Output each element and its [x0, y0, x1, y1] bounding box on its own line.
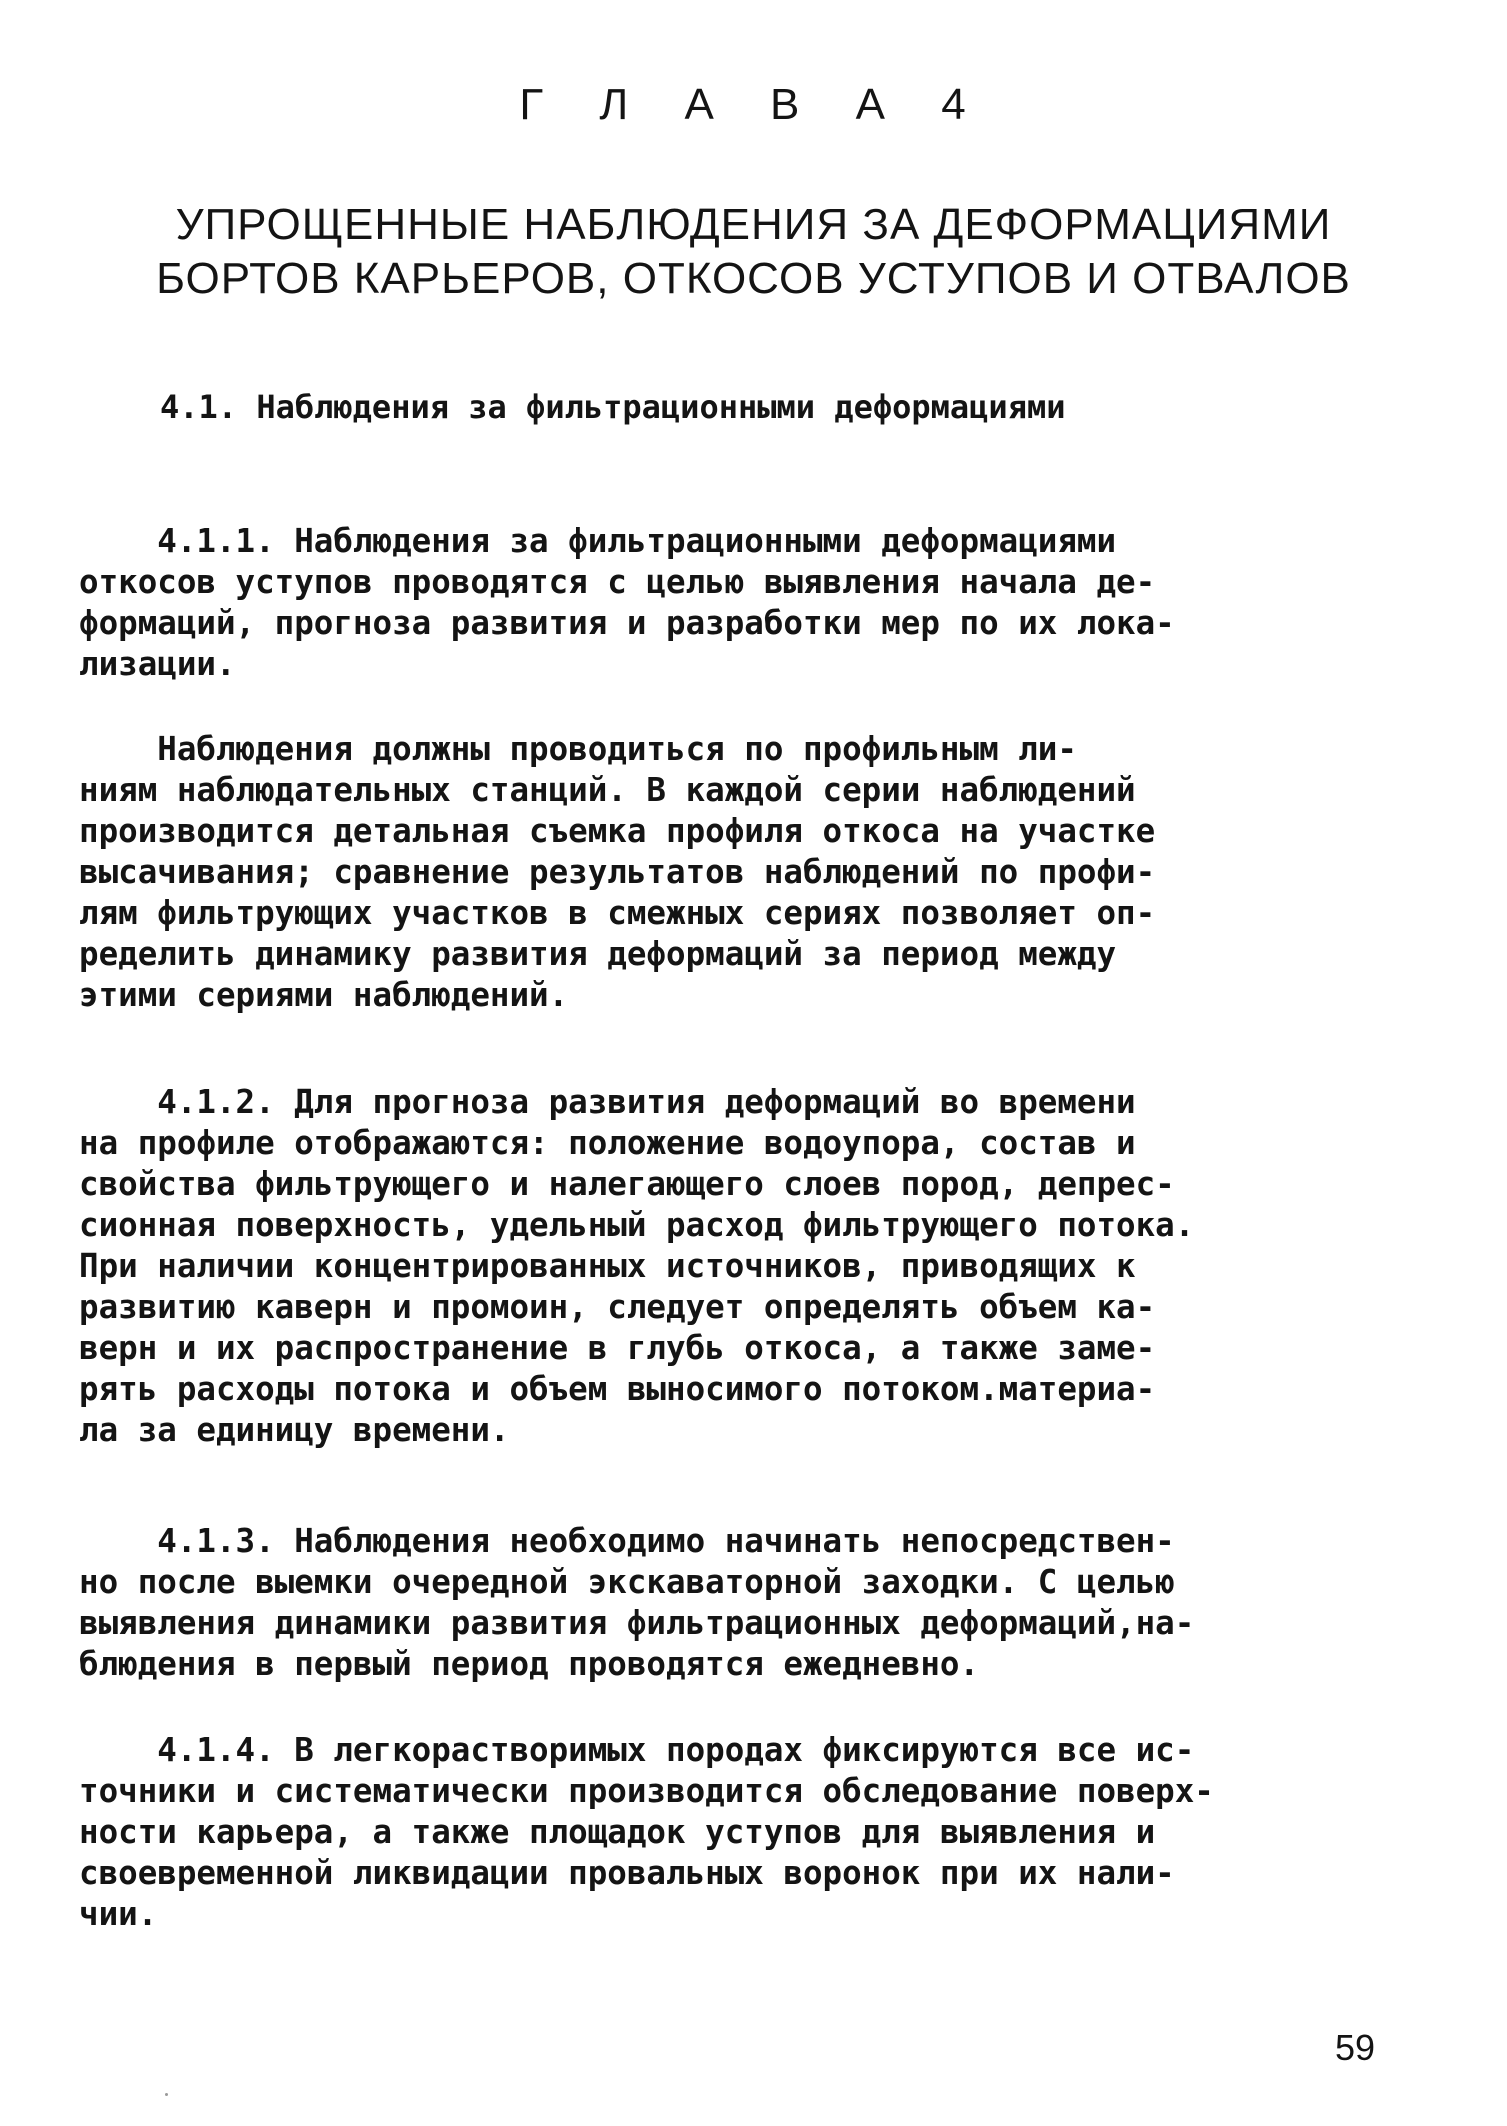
text-line: на профиле отображаются: положение водоупора, состав и: [79, 1124, 1136, 1162]
paragraph-4-1-2: [79, 1082, 1414, 1451]
scan-speck: [165, 2093, 168, 2096]
page-number: 59: [1335, 2027, 1376, 2068]
text-line: ности карьера, а также площадок уступов для выявления и: [79, 1813, 1156, 1851]
text-line: развитию каверн и промоин, следует определять объем ка-: [79, 1288, 1156, 1326]
text-line: этими сериями наблюдений.: [79, 976, 569, 1014]
text-line: верн и их распространение в глубь откоса, а также заме-: [79, 1329, 1156, 1367]
text-line: ределить динамику развития деформаций за период между: [79, 935, 1117, 973]
text-line: точники и систематически производится обследование поверх-: [79, 1772, 1214, 1810]
text-line: выявления динамики развития фильтрационных деформаций,на-: [79, 1604, 1195, 1642]
text-line: чии.: [79, 1895, 158, 1933]
text-line: ла за единицу времени.: [79, 1411, 510, 1449]
chapter-heading: Г Л А В А 4: [519, 80, 988, 129]
text-line: но после выемки очередной экскаваторной заходки. С целью: [79, 1563, 1175, 1601]
section-heading: 4.1. Наблюдения за фильтрационными деформациями: [160, 388, 1066, 426]
paragraph-4-1-3: [79, 1521, 1414, 1685]
text-line: лям фильтрующих участков в смежных сериях позволяет оп-: [79, 894, 1156, 932]
text-line: высачивания; сравнение результатов наблюдений по профи-: [79, 853, 1156, 891]
text-line: 4.1.3. Наблюдения необходимо начинать непосредствен-: [79, 1522, 1175, 1560]
paragraph-4-1-1: [79, 521, 1414, 685]
text-line: При наличии концентрированных источников, приводящих к: [79, 1247, 1136, 1285]
chapter-title-line: БОРТОВ КАРЬЕРОВ, ОТКОСОВ УСТУПОВ И ОТВАЛОВ: [156, 254, 1351, 303]
text-line: своевременной ликвидации провальных воронок при их нали-: [79, 1854, 1175, 1892]
chapter-title: [0, 198, 1507, 306]
text-line: свойства фильтрующего и налегающего слоев пород, депрес-: [79, 1165, 1175, 1203]
text-line: 4.1.2. Для прогноза развития деформаций во времени: [79, 1083, 1136, 1121]
text-line: ниям наблюдательных станций. В каждой серии наблюдений: [79, 771, 1136, 809]
text-line: рять расходы потока и объем выносимого потоком.материа-: [79, 1370, 1156, 1408]
text-line: формаций, прогноза развития и разработки мер по их лока-: [79, 604, 1175, 642]
paragraph-4-1-4: [79, 1730, 1414, 1935]
text-line: откосов уступов проводятся с целью выявления начала де-: [79, 563, 1156, 601]
paragraph-observations: [79, 729, 1414, 1016]
text-line: лизации.: [79, 645, 236, 683]
text-line: производится детальная съемка профиля откоса на участке: [79, 812, 1156, 850]
text-line: Наблюдения должны проводиться по профильным ли-: [79, 730, 1077, 768]
text-line: 4.1.4. В легкорастворимых породах фиксируются все ис-: [79, 1731, 1195, 1769]
text-line: сионная поверхность, удельный расход фильтрующего потока.: [79, 1206, 1195, 1244]
text-line: 4.1.1. Наблюдения за фильтрационными деформациями: [79, 522, 1117, 560]
chapter-title-line: УПРОЩЕННЫЕ НАБЛЮДЕНИЯ ЗА ДЕФОРМАЦИЯМИ: [175, 200, 1332, 249]
text-line: блюдения в первый период проводятся ежедневно.: [79, 1645, 980, 1683]
